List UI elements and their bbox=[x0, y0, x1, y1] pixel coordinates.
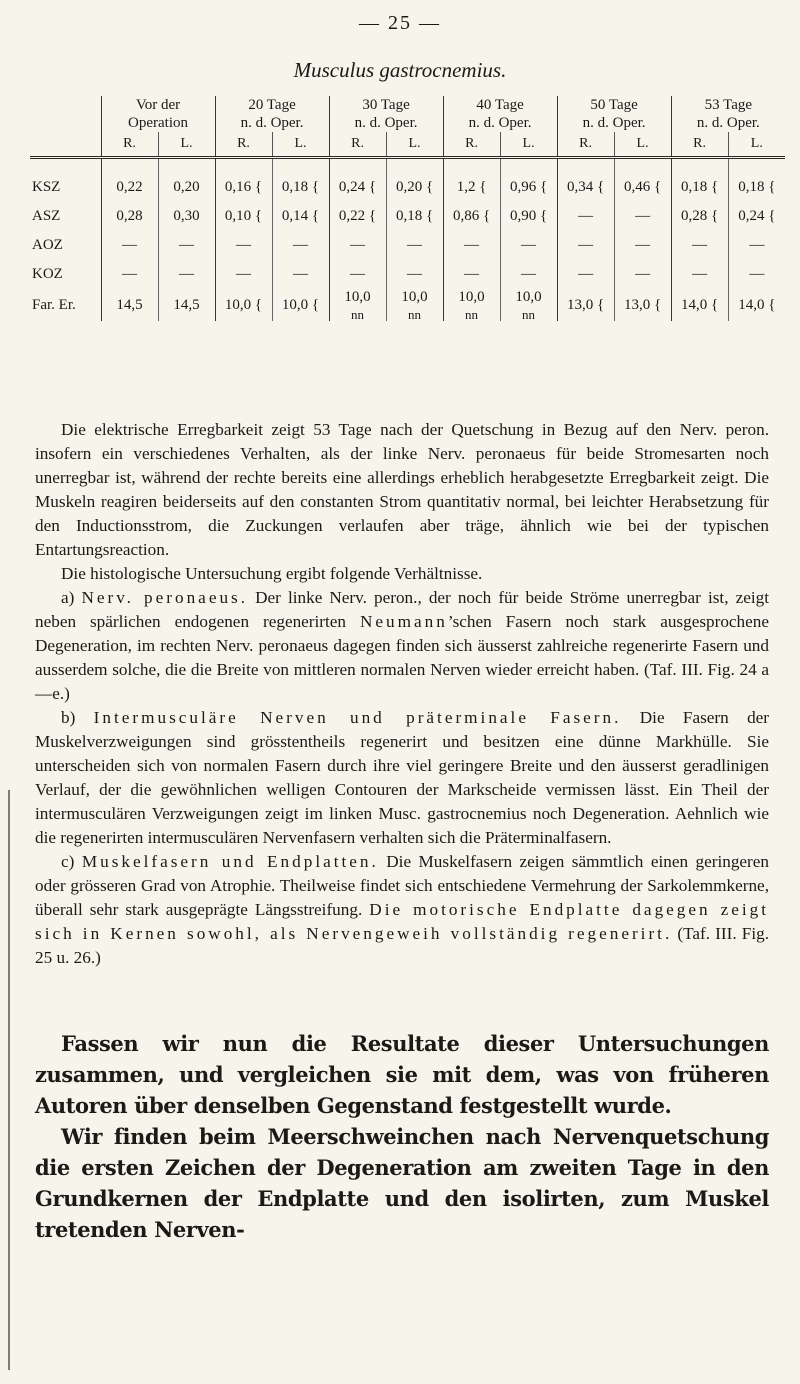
side-header-right: R. bbox=[101, 132, 158, 158]
group-header-line1: 20 Tage bbox=[248, 97, 296, 113]
table-cell: 0,10 { bbox=[215, 202, 272, 231]
group-header-line2: Operation bbox=[128, 115, 188, 131]
table-row bbox=[30, 158, 785, 203]
cell-annotation: nn bbox=[408, 307, 422, 322]
column-group-header bbox=[329, 96, 443, 132]
table-cell: — bbox=[614, 202, 671, 231]
table-cell: — bbox=[329, 231, 386, 260]
table-cell: 0,16 { bbox=[215, 158, 272, 203]
table-cell: — bbox=[329, 260, 386, 289]
side-header-left: L. bbox=[728, 132, 785, 158]
text-muscle-fibres: Die Muskelfasern zeigen sämmtlich einen geringeren oder grösseren Grad von Atrophie. Theilweise findet sich entschiedene Vermehrung der Sarkolemmkerne, überall sehr stark ausgeprägte Längsstreifung. bbox=[35, 852, 770, 919]
table-cell: 0,30 bbox=[158, 202, 215, 231]
table-cell: 0,18 { bbox=[671, 158, 728, 203]
table-cell: 10,0 nn bbox=[500, 289, 557, 321]
table-cell: 0,18 { bbox=[386, 202, 443, 231]
table-cell: 0,20 bbox=[158, 158, 215, 203]
column-group-header bbox=[215, 96, 329, 132]
row-label: ASZ bbox=[32, 208, 61, 224]
table-cell: 10,0 { bbox=[215, 289, 272, 321]
table-cell: — bbox=[500, 231, 557, 260]
group-header-line1: 30 Tage bbox=[362, 97, 410, 113]
table-cell: 0,96 { bbox=[500, 158, 557, 203]
paragraph-muscle-fibres bbox=[35, 850, 769, 970]
summary-section bbox=[35, 1028, 769, 1245]
table-row bbox=[30, 202, 785, 231]
side-header-left: L. bbox=[614, 132, 671, 158]
side-header-right: R. bbox=[557, 132, 614, 158]
table-cell: 10,0 { bbox=[272, 289, 329, 321]
table-cell: — bbox=[101, 260, 158, 289]
table-cell: 0,90 { bbox=[500, 202, 557, 231]
column-group-header bbox=[671, 96, 785, 132]
table-cell: 13,0 { bbox=[557, 289, 614, 321]
side-header-left: L. bbox=[158, 132, 215, 158]
cell-annotation: nn bbox=[351, 307, 365, 322]
table-cell: — bbox=[614, 231, 671, 260]
side-header-right: R. bbox=[329, 132, 386, 158]
table-cell: 0,18 { bbox=[272, 158, 329, 203]
cell-annotation: nn bbox=[465, 307, 479, 322]
table-cell: 0,34 { bbox=[557, 158, 614, 203]
group-header-line2: n. d. Oper. bbox=[696, 115, 760, 131]
heading-nerve-peronaeus: Nerv. peronaeus. bbox=[81, 588, 249, 607]
table-cell: — bbox=[443, 231, 500, 260]
side-header-right: R. bbox=[671, 132, 728, 158]
group-header-line1: Vor der bbox=[135, 97, 181, 113]
table-cell: 0,20 { bbox=[386, 158, 443, 203]
group-header-line1: 53 Tage bbox=[704, 97, 753, 113]
side-header-right: R. bbox=[215, 132, 272, 158]
table-cell: 14,5 bbox=[101, 289, 158, 321]
group-header-line2: n. d. Oper. bbox=[240, 115, 304, 131]
table-cell: 10,0 nn bbox=[386, 289, 443, 321]
table-cell: 0,28 { bbox=[671, 202, 728, 231]
group-header-line2: n. d. Oper. bbox=[354, 115, 418, 131]
table-cell: — bbox=[272, 231, 329, 260]
page-binding-edge bbox=[8, 790, 16, 1370]
column-group-header bbox=[443, 96, 557, 132]
table-cell: — bbox=[728, 231, 785, 260]
table-cell: 0,18 { bbox=[728, 158, 785, 203]
summary-paragraph-1: Fassen wir nun die Resultate dieser Untersuchungen zusammen, und vergleichen sie mit dem, was von früheren Autoren über denselben Gegenstand festgestellt wurde. bbox=[35, 1031, 769, 1118]
row-label: KSZ bbox=[32, 179, 61, 195]
row-label: Far. Er. bbox=[32, 296, 76, 313]
summary-paragraph-2: Wir finden beim Meerschweinchen nach Nervenquetschung die ersten Zeichen der Degeneration am zweiten Tage in den Grundkernen der Endplatte und den isolirten, zum Muskel tretenden Nerven- bbox=[35, 1124, 769, 1242]
side-header-left: L. bbox=[386, 132, 443, 158]
side-header-left: L. bbox=[500, 132, 557, 158]
page-number: — 25 — bbox=[359, 12, 441, 34]
running-title: Musculus gastrocnemius. bbox=[293, 58, 507, 82]
table-cell: 0,28 bbox=[101, 202, 158, 231]
item-marker-c: c) bbox=[61, 852, 75, 871]
table-cell: — bbox=[728, 260, 785, 289]
table-cell: 14,0 { bbox=[671, 289, 728, 321]
table-cell: — bbox=[158, 260, 215, 289]
table-cell: 0,14 { bbox=[272, 202, 329, 231]
text-nerve-peronaeus-b: ’schen Fasern noch stark ausgesprochene Degeneration, im rechten Nerv. peronaeus dagegen finden sich äusserst zahlreiche regenerirte Fasern und ausserdem solche, die die Breite von mittleren normalen Nerven wieder erreicht haben. (Taf. III. Fig. 24 a—e.) bbox=[35, 612, 770, 703]
table-cell: — bbox=[557, 231, 614, 260]
row-label-header bbox=[30, 96, 101, 132]
table-cell: — bbox=[101, 231, 158, 260]
table-cell: — bbox=[386, 231, 443, 260]
paragraph-histology-intro: Die histologische Untersuchung ergibt folgende Verhältnisse. bbox=[61, 564, 483, 583]
group-header-line2: n. d. Oper. bbox=[582, 115, 646, 131]
table-cell: 10,0 nn bbox=[329, 289, 386, 321]
heading-muscle-fibres: Muskelfasern und Endplatten. bbox=[81, 852, 379, 871]
text-figure-ref: (Taf. III. Fig. 25 u. 26.) bbox=[35, 924, 769, 967]
table-cell: 0,46 { bbox=[614, 158, 671, 203]
row-label: AOZ bbox=[32, 237, 63, 253]
table-cell: — bbox=[215, 260, 272, 289]
table-cell: — bbox=[671, 231, 728, 260]
side-header-left: L. bbox=[272, 132, 329, 158]
paragraph-nerve-peronaeus bbox=[35, 586, 769, 706]
table-cell: 14,0 { bbox=[728, 289, 785, 321]
table-cell: — bbox=[557, 202, 614, 231]
text-endplate-spaced: Die motorische Endplatte dagegen zeigt sich in Kernen sowohl, als Nervengeweih vollständig regenerirt. bbox=[35, 900, 770, 943]
table-cell: — bbox=[443, 260, 500, 289]
results-discussion bbox=[35, 418, 769, 970]
table-row bbox=[30, 231, 785, 260]
text-nerve-peronaeus-a: Der linke Nerv. peron., der noch für beide Ströme unerregbar ist, zeigt neben spärlichen endogenen regenerirten bbox=[35, 588, 769, 631]
column-group-header bbox=[101, 96, 215, 132]
table-cell: — bbox=[386, 260, 443, 289]
table-cell: 1,2 { bbox=[443, 158, 500, 203]
table-cell: 0,22 bbox=[101, 158, 158, 203]
name-neumann: Neumann bbox=[359, 612, 448, 631]
heading-intermuscular: Intermusculäre Nerven und präterminale Fasern. bbox=[93, 708, 622, 727]
table-row bbox=[30, 289, 785, 321]
column-group-header bbox=[557, 96, 671, 132]
table-cell: — bbox=[500, 260, 557, 289]
text-intermuscular: Die Fasern der Muskelverzweigungen sind grösstentheils regenerirt und besitzen eine dünne Markhülle. Sie unterscheiden sich von normalen Fasern durch ihre viel geringere Breite und den äusserst geradlinigen Verlauf, der die gewöhnlichen welligen Contouren der Markscheide vermissen lässt. Ein Theil der intermusculären Verzweigungen zeigt im linken Musc. gastrocnemius noch Degeneration. Aehnlich wie die regenerirten intermusculären Nervenfasern verhalten sich die Präterminalfasern. bbox=[35, 708, 770, 847]
cell-annotation: nn bbox=[522, 307, 536, 322]
group-header-line1: 50 Tage bbox=[590, 97, 638, 113]
group-header-line1: 40 Tage bbox=[476, 97, 524, 113]
table-cell: 0,86 { bbox=[443, 202, 500, 231]
results-table bbox=[30, 96, 785, 321]
table-cell: 14,5 bbox=[158, 289, 215, 321]
group-header-line2: n. d. Oper. bbox=[468, 115, 532, 131]
table-row bbox=[30, 260, 785, 289]
table-cell: — bbox=[557, 260, 614, 289]
row-label-subheader bbox=[30, 132, 101, 158]
table-cell: — bbox=[272, 260, 329, 289]
table-cell: 10,0 nn bbox=[443, 289, 500, 321]
side-header-right: R. bbox=[443, 132, 500, 158]
table-cell: — bbox=[671, 260, 728, 289]
paragraph-intermuscular bbox=[35, 706, 769, 850]
table-cell: — bbox=[215, 231, 272, 260]
item-marker-b: b) bbox=[61, 708, 76, 727]
table-cell: — bbox=[614, 260, 671, 289]
item-marker-a: a) bbox=[61, 588, 75, 607]
row-label: KOZ bbox=[32, 266, 63, 282]
table-cell: 0,22 { bbox=[329, 202, 386, 231]
table-cell: 13,0 { bbox=[614, 289, 671, 321]
table-cell: — bbox=[158, 231, 215, 260]
table-cell: 0,24 { bbox=[728, 202, 785, 231]
paragraph-excitability: Die elektrische Erregbarkeit zeigt 53 Tage nach der Quetschung in Bezug auf den Nerv. peron. insofern ein verschiedenes Verhalten, als der linke Nerv. peronaeus für beide Stromesarten noch unerregbar ist, während der rechte bereits eine allerdings erheblich herabgesetzte Erregbarkeit zeigt. Die Muskeln reagiren beiderseits auf den constanten Strom quantitativ normal, bei leichter Herabsetzung für den Inductionsstrom, die Zuckungen verlaufen aber träge, ähnlich wie bei der typischen Entartungsreaction. bbox=[35, 420, 769, 559]
table-cell: 0,24 { bbox=[329, 158, 386, 203]
